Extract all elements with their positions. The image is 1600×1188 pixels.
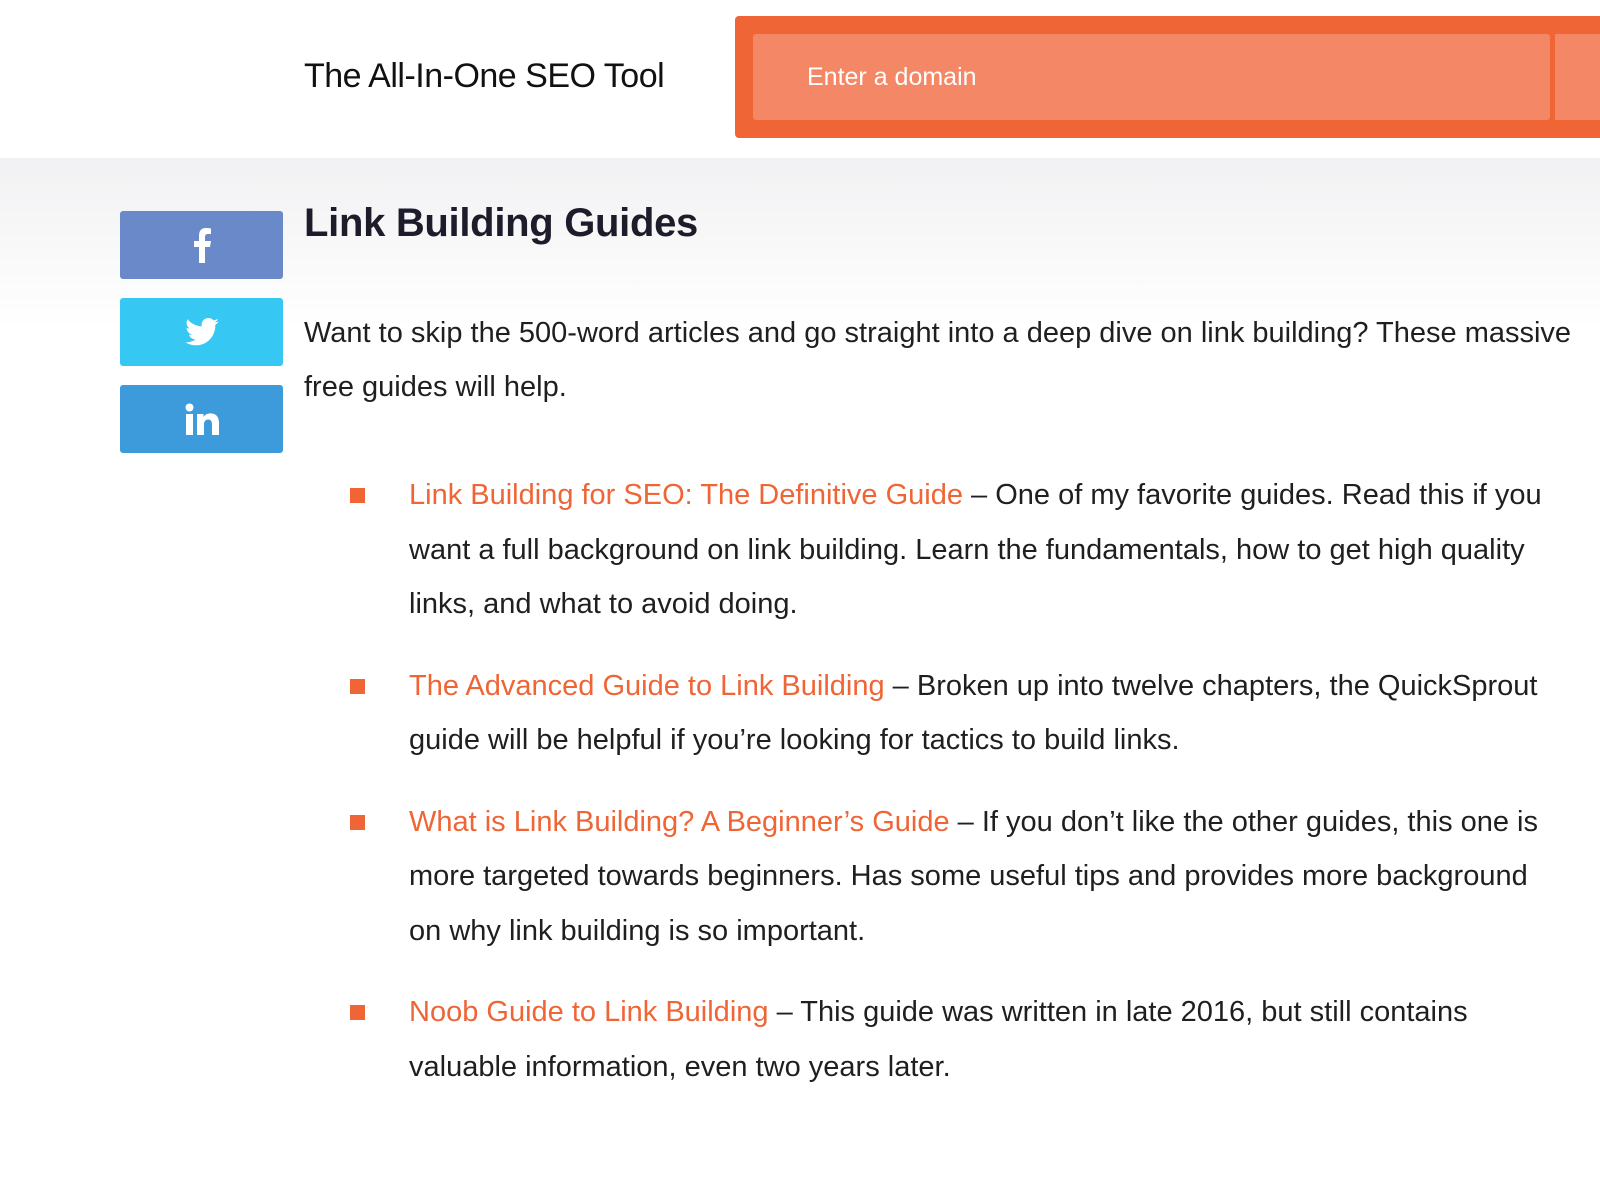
guide-link[interactable]: Link Building for SEO: The Definitive Guide	[409, 479, 963, 511]
facebook-icon	[192, 227, 212, 263]
square-bullet-icon	[350, 488, 365, 503]
square-bullet-icon	[350, 679, 365, 694]
share-twitter-button[interactable]	[120, 298, 283, 366]
guide-link[interactable]: Noob Guide to Link Building	[409, 996, 769, 1028]
page-title: Link Building Guides	[304, 201, 699, 245]
site-tagline: The All-In-One SEO Tool	[304, 57, 665, 95]
domain-submit-button[interactable]	[1553, 34, 1600, 120]
guide-description: – This guide was written in late 2016, but still contains valuable information, even two years later.	[409, 996, 1468, 1083]
square-bullet-icon	[350, 815, 365, 830]
list-item	[350, 468, 1550, 632]
site-header	[0, 0, 1600, 158]
article-section	[0, 158, 1600, 1188]
share-facebook-button[interactable]	[120, 211, 283, 279]
guide-description: – One of my favorite guides. Read this if you want a full background on link building. Learn the fundamentals, how to get high quality links, and what to avoid doing.	[409, 479, 1542, 620]
list-item	[350, 659, 1550, 768]
guide-description: – Broken up into twelve chapters, the QuickSprout guide will be helpful if you’re looking for tactics to build links.	[409, 669, 1538, 756]
guides-list	[350, 468, 1550, 1121]
intro-paragraph: Want to skip the 500-word articles and go straight into a deep dive on link building? These massive free guides will help.	[304, 317, 1572, 403]
square-bullet-icon	[350, 1005, 365, 1020]
guide-link[interactable]: The Advanced Guide to Link Building	[409, 669, 885, 702]
list-item	[350, 795, 1550, 959]
share-linkedin-button[interactable]	[120, 385, 283, 453]
list-item	[350, 985, 1550, 1094]
guide-link[interactable]: What is Link Building? A Beginner’s Guide	[409, 805, 950, 838]
domain-search-form	[735, 16, 1600, 138]
guide-description: – If you don’t like the other guides, this one is more targeted towards beginners. Has some useful tips and provides more background on why link building is so important.	[409, 805, 1539, 947]
twitter-icon	[185, 318, 219, 346]
domain-input[interactable]	[753, 34, 1550, 120]
linkedin-icon	[185, 403, 219, 435]
